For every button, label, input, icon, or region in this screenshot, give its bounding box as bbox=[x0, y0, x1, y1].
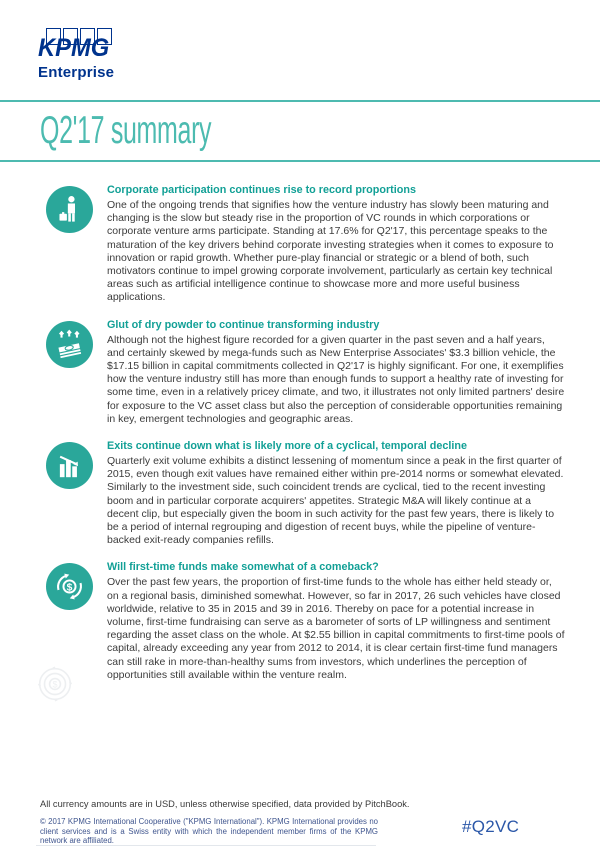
section-text bbox=[107, 184, 565, 305]
section-text bbox=[107, 440, 565, 547]
kpmg-logo bbox=[38, 28, 114, 81]
section-first-time-funds bbox=[46, 561, 566, 682]
section-body: One of the ongoing trends that signifies how the venture industry has slowly been maturing and changing is the slow but steady rise in the proportion of VC rounds in which corporations or corporate venture arms participate. Standing at 17.6% for Q2'17, this percentage speaks to the maturation of the key drivers behind corporate investing strategies when it comes to exposure to innovation or rapid growth. Whether pure-play financial or strategic or a blend of both, such motivators continue to impel growing corporate involvement, particularly as certain key technical areas such as artificial intelligence continue to showcase more and more useful business applications. bbox=[107, 199, 554, 304]
section-heading: Will first-time funds make somewhat of a comeback? bbox=[107, 561, 379, 574]
summary-sections bbox=[46, 184, 566, 696]
section-heading: Exits continue down what is likely more of a cyclical, temporal decline bbox=[107, 440, 468, 453]
section-dry-powder bbox=[46, 319, 566, 426]
currency-note: All currency amounts are in USD, unless otherwise specified, data provided by PitchBook. bbox=[40, 799, 410, 809]
kpmg-enterprise-label: Enterprise bbox=[38, 64, 115, 81]
section-body: Quarterly exit volume exhibits a distinct lessening of momentum since a peak in the first quarter of 2015, even though exit values have remained either within pre-2014 norms or somewhat elevated. Similarly to the investment side, such coincident trends are cyclical, tied to the recent investing boom and in particular corporate acquirers' appetites. Strategic M&A will likely continue at a decent clip, but especially given the boom in such activity for the past few years, there is likely to be a period of internal regrouping and digestion of recent buys, while the pipeline of venture-backed exit-ready companies refills. bbox=[107, 455, 564, 547]
section-heading: Corporate participation continues rise to record proportions bbox=[107, 184, 416, 196]
section-exits-decline bbox=[46, 440, 566, 547]
svg-text:$: $ bbox=[66, 582, 73, 594]
money-stack-icon bbox=[46, 321, 93, 368]
dollar-cycle-icon bbox=[46, 563, 93, 610]
section-body: Although not the highest figure recorded for a given quarter in the past seven and a half years, and certainly skewed by mega-funds such as New Enterprise Associates' $3.3 billion vehicle, the $17.15 billion in capital commitments collected in Q2'17 is highly significant. For one, it exemplifies how the venture industry still has more than enough funds to support a healthy rate of investing for some time, even in a relatively pricey climate, and two, it illustrates not only limited partners' desire for exposure to the VC asset class but also the perception of considerable opportunities remaining in key, emergent technologies and geographic areas. bbox=[107, 333, 565, 425]
footer-divider bbox=[36, 845, 376, 846]
declining-bar-chart-icon bbox=[46, 442, 93, 489]
page-title: Q2'17 summary bbox=[40, 109, 212, 152]
copyright-text: © 2017 KPMG International Cooperative ("KPMG International"). KPMG International provides no client services and is a Swiss entity with which the independent member firms of the KPMG network are affiliated. bbox=[40, 817, 378, 846]
svg-text:$: $ bbox=[52, 679, 58, 690]
section-text bbox=[107, 561, 565, 682]
title-band bbox=[0, 100, 600, 162]
section-heading: Glut of dry powder to continue transforming industry bbox=[107, 318, 380, 331]
section-text bbox=[107, 319, 565, 426]
section-corporate-participation bbox=[46, 184, 566, 305]
hashtag-q2vc: #Q2VC bbox=[462, 817, 520, 836]
section-body: Over the past few years, the proportion of first-time funds to the whole has either held steady or, on a regional basis, diminished somewhat. However, so far in 2017, 26 such vehicles have closed worldwide, relative to 35 in 2015 and 39 in 2016. Thereby on pace for a potential increase in volume, first-time fundraising can serve as a barometer of sorts of LP willingness and sentiment regarding the asset class on the whole. At $2.55 billion in capital commitments to first-time pools of capital, already exceeding any year from 2012 to 2014, it is clear certain first-time fund managers can still rake in more-than-healthy sums from investors, which underlines the perception of opportunities still available within the venture realm. bbox=[107, 576, 565, 681]
businessman-icon bbox=[46, 186, 93, 233]
dollar-watermark-icon bbox=[37, 666, 73, 702]
kpmg-logo-text: KPMG bbox=[38, 34, 110, 62]
